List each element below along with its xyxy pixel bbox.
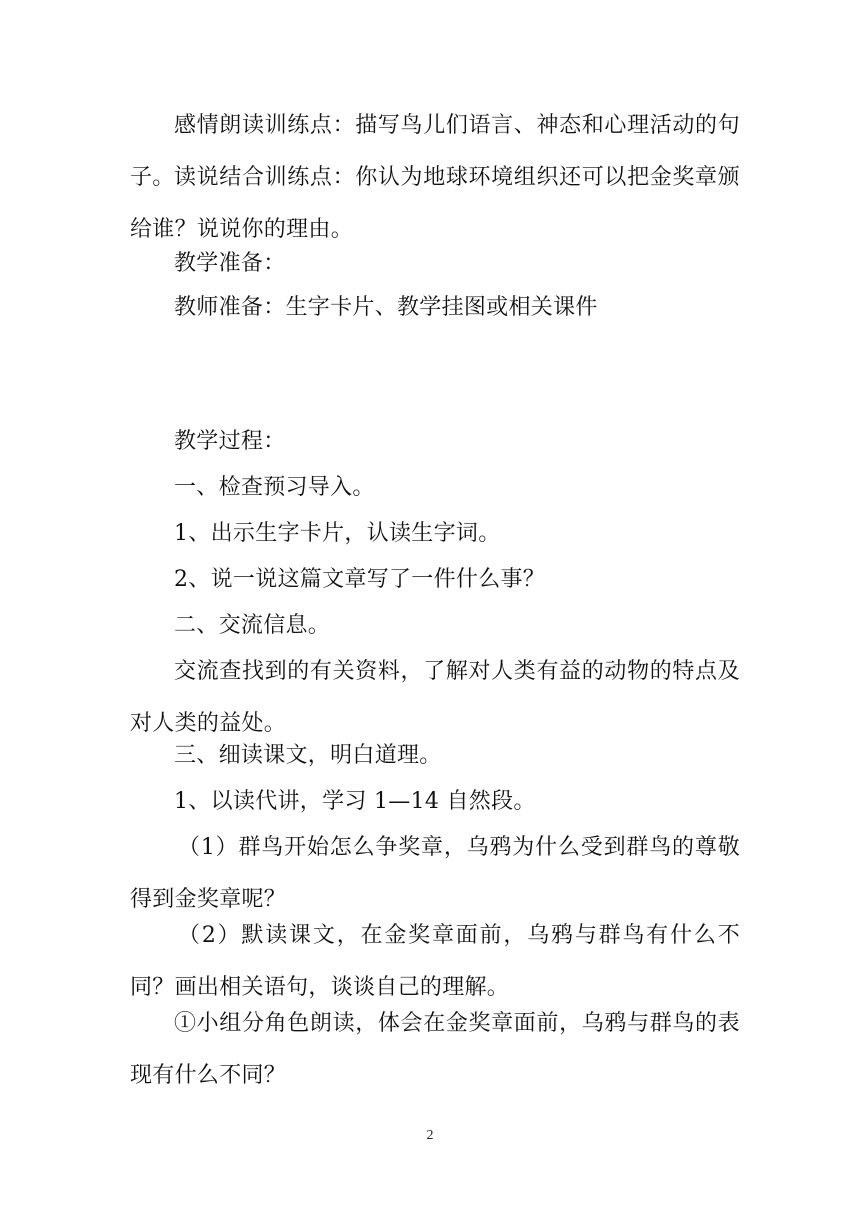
paragraph-question-two: （2）默读课文，在金奖章面前，乌鸦与群鸟有什么不同？画出相关语句，谈谈自己的理解。	[130, 923, 740, 1000]
paragraph-teacher-preparation: 教师准备：生字卡片、教学挂图或相关课件	[174, 295, 598, 320]
paragraph-exchange-materials: 交流查找到的有关资料，了解对人类有益的动物的特点及对人类的益处。	[130, 659, 740, 736]
page-number: 2	[426, 1128, 434, 1143]
paragraph-group-reading: ①小组分角色朗读，体会在金奖章面前，乌鸦与群鸟的表现有什么不同？	[130, 1011, 740, 1088]
paragraph-step-one-one: 1、出示生字卡片，认读生字词。	[174, 521, 501, 546]
paragraph-step-three-one: 1、以读代讲，学习 1—14 自然段。	[174, 789, 536, 814]
paragraph-section-three-heading: 三、细读课文，明白道理。	[174, 743, 442, 768]
paragraph-section-one-heading: 一、检查预习导入。	[174, 475, 375, 500]
paragraph-section-two-heading: 二、交流信息。	[174, 613, 331, 638]
paragraph-emotional-reading-point: 感情朗读训练点：描写鸟儿们语言、神态和心理活动的句子。	[130, 113, 740, 190]
paragraph-teaching-preparation: 教学准备：	[174, 251, 286, 276]
paragraph-step-one-two: 2、说一说这篇文章写了一件什么事？	[174, 567, 546, 592]
paragraph-question-one: （1）群鸟开始怎么争奖章，乌鸦为什么受到群鸟的尊敬得到金奖章呢？	[130, 835, 740, 912]
paragraph-teaching-process: 教学过程：	[174, 429, 286, 454]
paragraph-reading-speaking-point: 读说结合训练点：你认为地球环境组织还可以把金奖章颁给谁？说说你的理由。	[130, 165, 740, 242]
